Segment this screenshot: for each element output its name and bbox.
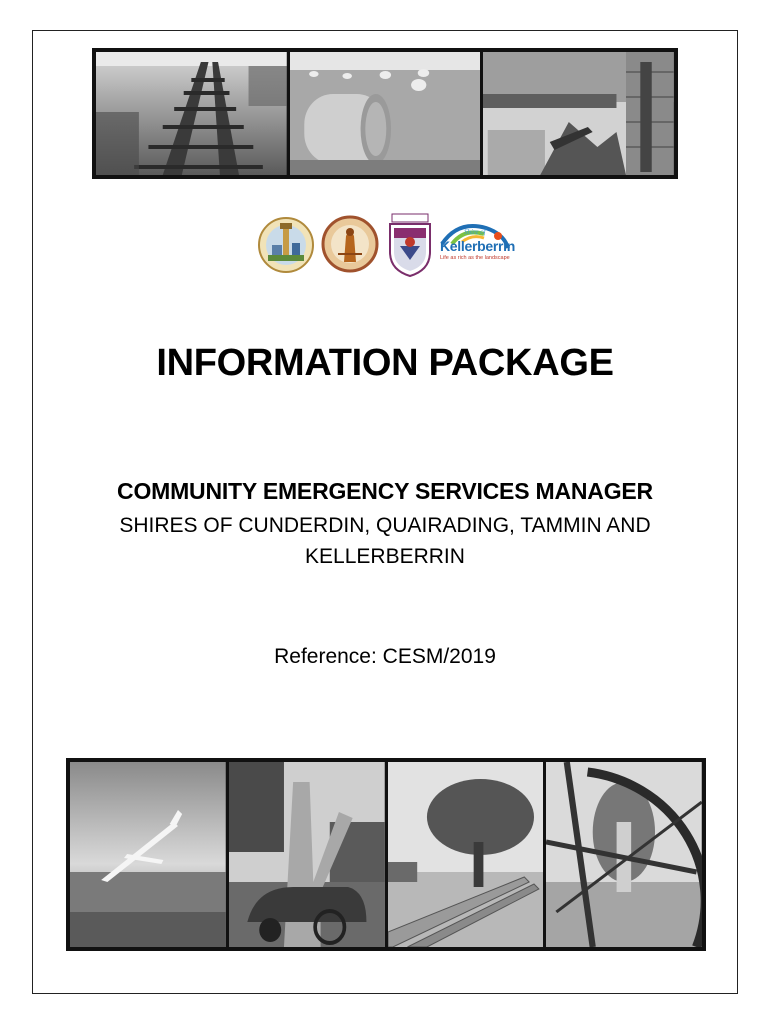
kellerberrin-logo	[438, 222, 514, 274]
position-title: COMMUNITY EMERGENCY SERVICES MANAGER	[117, 478, 653, 504]
position-subtitle: SHIRES OF CUNDERDIN, QUAIRADING, TAMMIN AND KELLERBERRIN	[119, 514, 651, 568]
kellerberrin-tagline: Life as rich as the landscape	[440, 255, 510, 261]
cunderdin-logo	[256, 215, 316, 275]
kellerberrin-shire-of-text: Shire of	[464, 228, 486, 236]
pipeline-tree-photo	[388, 762, 544, 947]
old-car-tree-photo	[229, 762, 385, 947]
hay-bale-photo	[290, 52, 481, 175]
document-title: INFORMATION PACKAGE	[156, 342, 614, 384]
glider-photo	[70, 762, 226, 947]
ruined-building-photo	[483, 52, 674, 175]
tammin-crest	[386, 212, 434, 280]
wheel-machinery-photo	[546, 762, 702, 947]
top-photo-strip	[92, 48, 678, 179]
shire-logos	[256, 212, 514, 282]
reference-number: Reference: CESM/2019	[274, 645, 496, 668]
bottom-photo-strip	[66, 758, 706, 951]
kellerberrin-name-text: Kellerberrin	[440, 238, 515, 254]
railway-track-photo	[96, 52, 287, 175]
quairading-logo	[320, 214, 380, 274]
